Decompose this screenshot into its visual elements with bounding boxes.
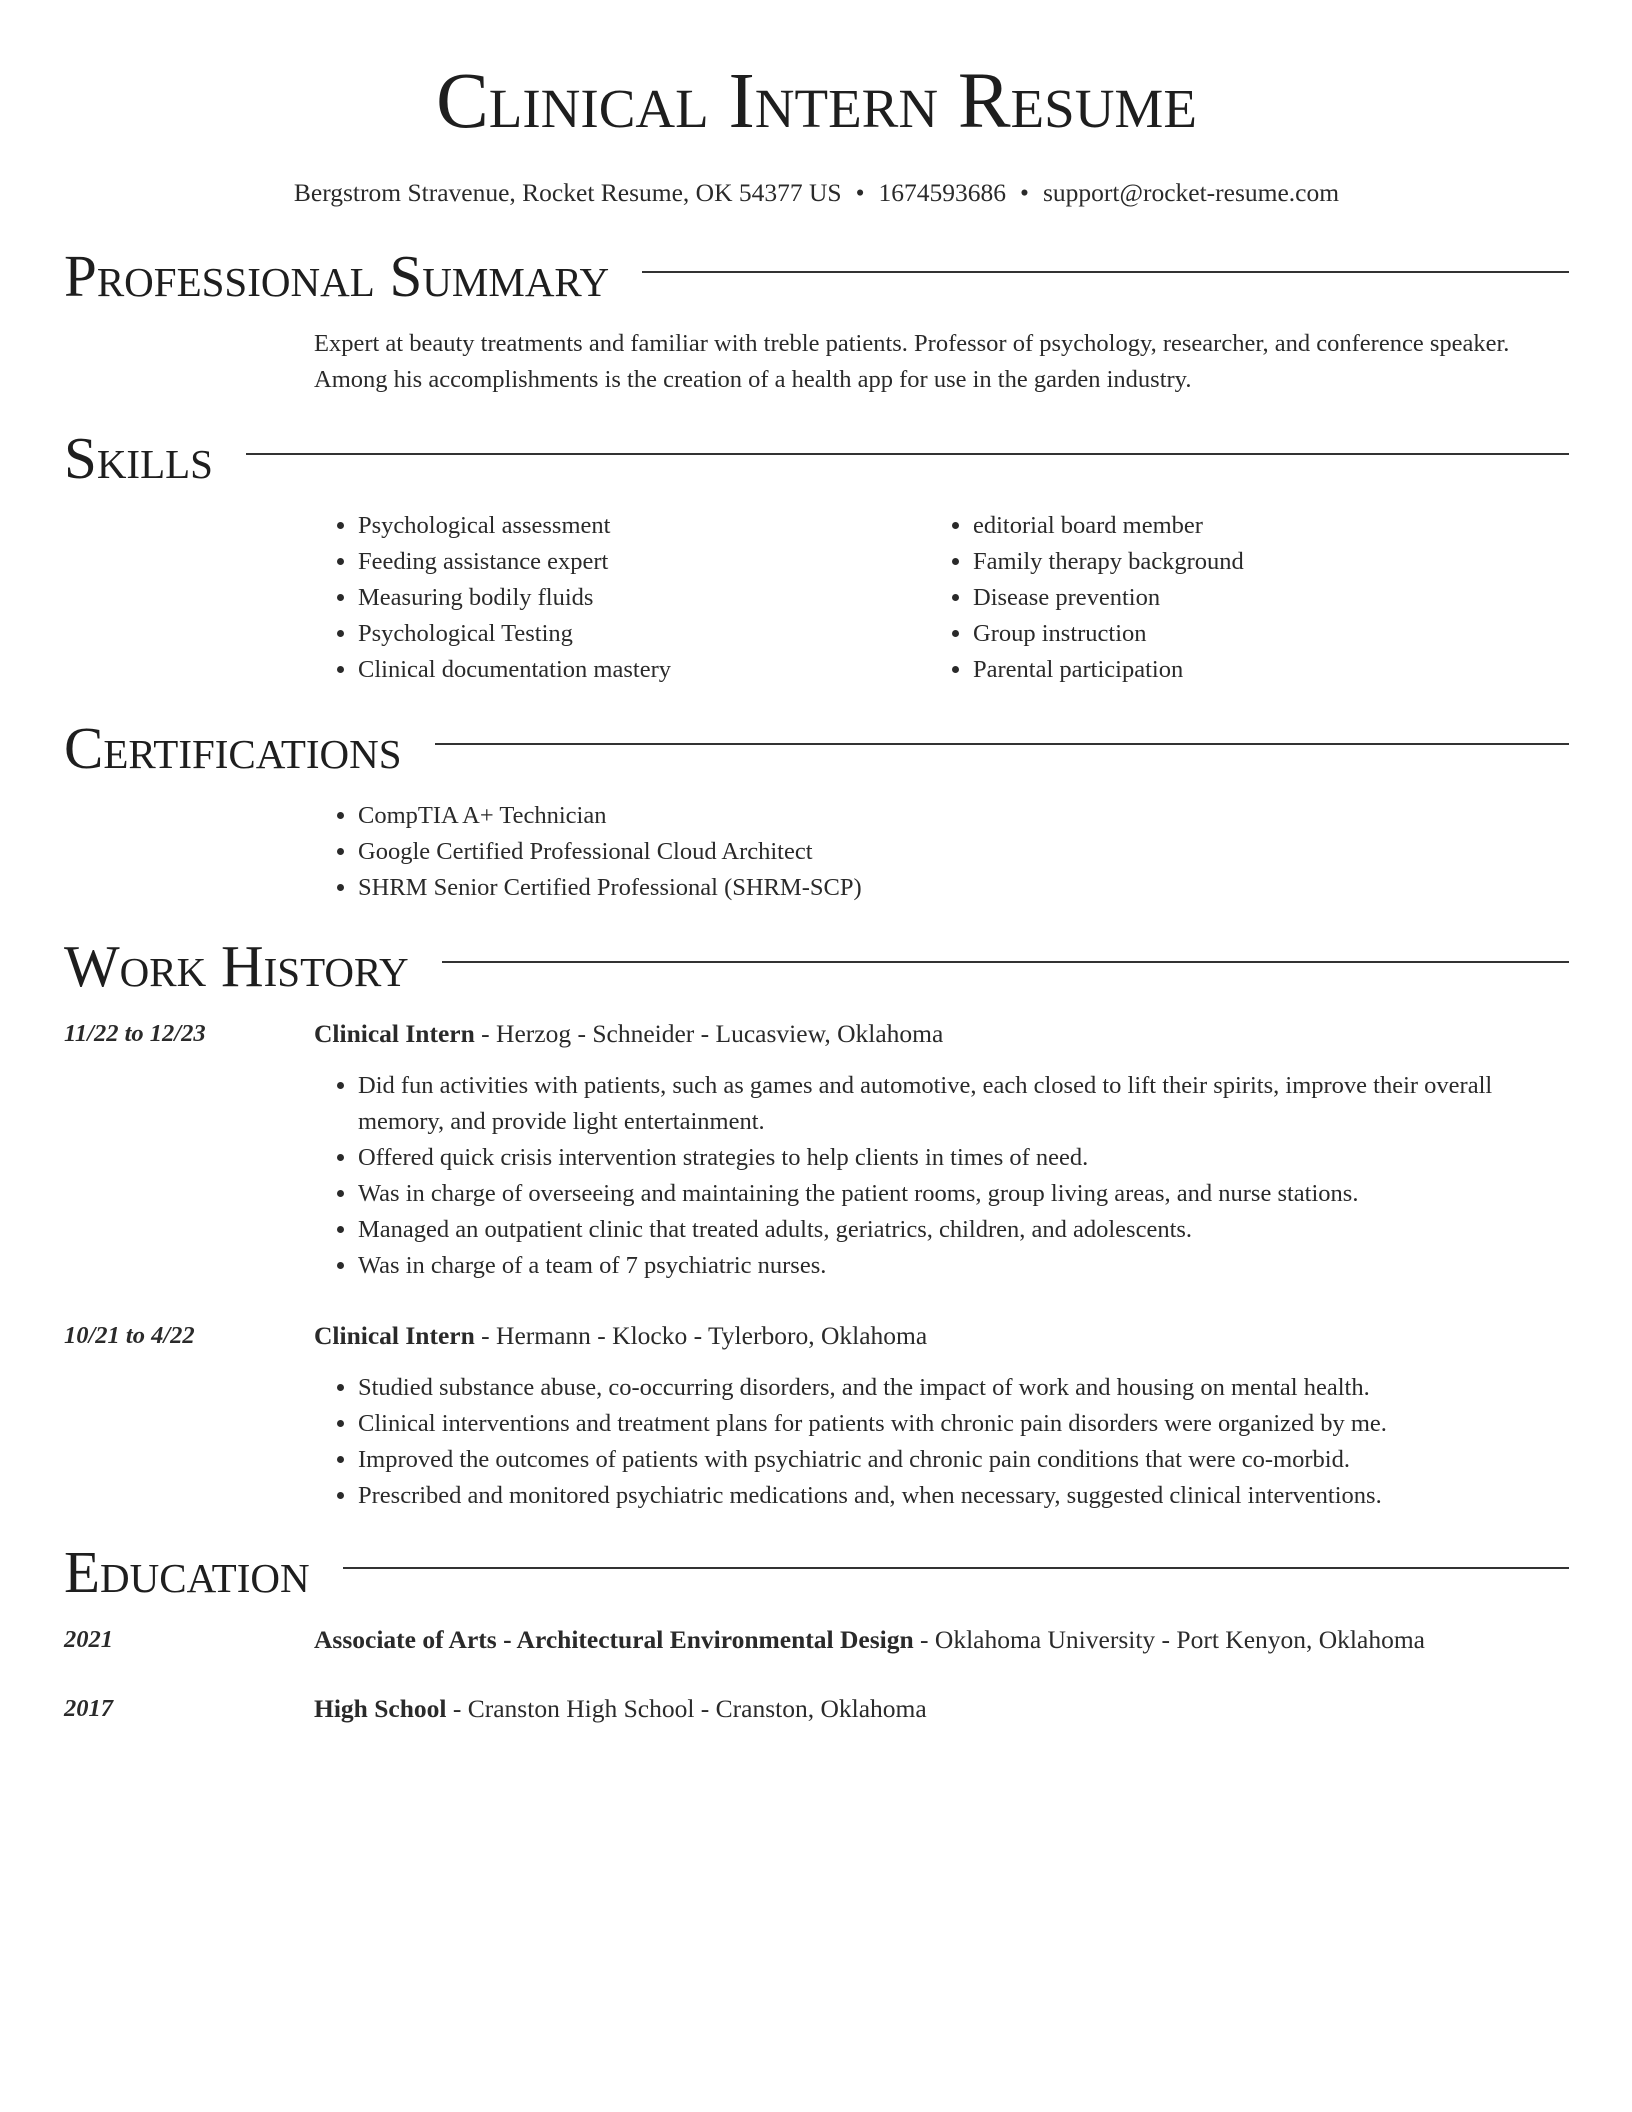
education-institution: - Oklahoma University - Port Kenyon, Oklahoma [913,1625,1425,1654]
section-divider [435,743,1569,745]
job-bullet: • Did fun activities with patients, such as games and automotive, each closed to lift their spirits, improve their overall memory, and provide light entertainment. [358,1068,1569,1140]
skill-item: • Clinical documentation mastery [358,652,929,688]
job-detail [314,1318,1569,1514]
skills-section-header [64,426,1569,490]
contact-phone: 1674593686 [878,178,1007,207]
education-detail [314,1622,1569,1658]
skill-item: • Parental participation [973,652,1544,688]
section-divider [442,961,1569,963]
contact-line [64,176,1569,210]
skill-item: • Measuring bodily fluids [358,580,929,616]
education-list [64,1622,1569,1727]
certifications-list [314,798,1569,906]
job-bullet: • Offered quick crisis intervention strategies to help clients in times of need. [358,1140,1569,1176]
job-title: Clinical Intern [314,1019,475,1048]
contact-separator: • [1020,178,1029,207]
skill-item: • Psychological assessment [358,508,929,544]
education-entry [64,1622,1569,1658]
job-bullets [314,1068,1569,1284]
job-dates: 11/22 to 12/23 [64,1020,206,1047]
certifications-heading: Certifications [64,715,402,781]
skill-item: • Feeding assistance expert [358,544,929,580]
education-year: 2017 [64,1695,113,1722]
contact-address: Bergstrom Stravenue, Rocket Resume, OK 54377 US [293,178,842,207]
skill-item: • Psychological Testing [358,616,929,652]
skills-heading: Skills [64,425,213,491]
skill-item: • Family therapy background [973,544,1544,580]
work-history-heading: Work History [64,933,409,999]
skill-item: • Group instruction [973,616,1544,652]
job-employer: - Hermann - Klocko - Tylerboro, Oklahoma [474,1321,928,1350]
contact-email: support@rocket-resume.com [1042,178,1340,207]
education-degree: Associate of Arts - Architectural Environmental Design [314,1625,914,1654]
section-divider [642,271,1569,273]
summary-section-header [64,244,1569,308]
job-title: Clinical Intern [314,1321,475,1350]
job-bullet: • Was in charge of a team of 7 psychiatric nurses. [358,1248,1569,1284]
section-divider [343,1567,1569,1569]
education-heading: Education [64,1539,310,1605]
education-entry [64,1691,1569,1727]
certification-item: • CompTIA A+ Technician [358,798,1569,834]
job-dates: 10/21 to 4/22 [64,1322,195,1349]
job-bullet: • Prescribed and monitored psychiatric medications and, when necessary, suggested clinical interventions. [358,1478,1569,1514]
job-entry [64,1318,1569,1514]
job-headline [314,1016,1569,1052]
summary-text: Expert at beauty treatments and familiar with treble patients. Professor of psychology, researcher, and conference speaker. Among his accomplishments is the creation of a health app for use in the garden industry. [314,330,1510,393]
skills-column-right [929,508,1544,688]
work-history-section-header [64,934,1569,998]
job-bullet: • Was in charge of overseeing and maintaining the patient rooms, group living areas, and nurse stations. [358,1176,1569,1212]
contact-separator: • [855,178,865,207]
job-bullet: • Clinical interventions and treatment plans for patients with chronic pain disorders were organized by me. [358,1406,1569,1442]
education-detail [314,1691,1569,1727]
job-entry [64,1016,1569,1284]
certifications-section-header [64,716,1569,780]
certification-item: • SHRM Senior Certified Professional (SHRM-SCP) [358,870,1569,906]
job-bullet: • Improved the outcomes of patients with psychiatric and chronic pain conditions that were co-morbid. [358,1442,1569,1478]
certification-item: • Google Certified Professional Cloud Architect [358,834,1569,870]
education-section-header [64,1540,1569,1604]
education-year: 2021 [64,1626,113,1653]
skill-item: • editorial board member [973,508,1544,544]
summary-heading: Professional Summary [64,243,610,309]
job-headline [314,1318,1569,1354]
job-bullet: • Studied substance abuse, co-occurring disorders, and the impact of work and housing on mental health. [358,1370,1569,1406]
job-bullets [314,1370,1569,1514]
resume-title: Clinical Intern Resume [436,58,1197,145]
education-institution: - Cranston High School - Cranston, Oklahoma [446,1694,927,1723]
section-divider [246,453,1569,455]
job-bullet: • Managed an outpatient clinic that treated adults, geriatrics, children, and adolescents. [358,1212,1569,1248]
skills-list [314,508,1569,688]
job-detail [314,1016,1569,1284]
skill-item: • Disease prevention [973,580,1544,616]
skills-column-left [314,508,929,688]
job-employer: - Herzog - Schneider - Lucasview, Oklahoma [474,1019,944,1048]
education-degree: High School [314,1694,447,1723]
